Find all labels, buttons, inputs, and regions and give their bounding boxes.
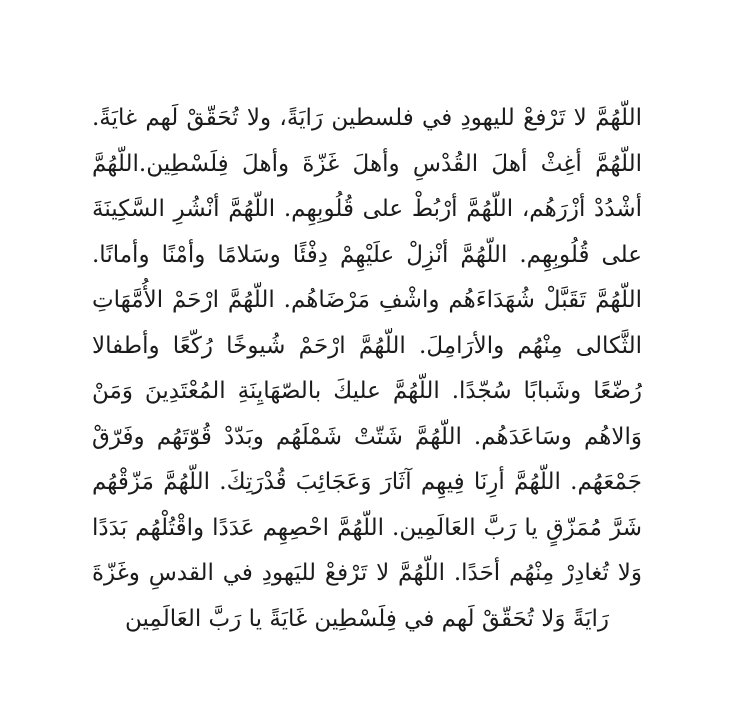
text-line-5: اللّهُمَّ تَقَبَّلْ شُهَدَاءَهُم واشْفِ مَرْضَاهُم. اللّهُمَّ ارْحَمْ الأُمَّهَاتِ	[92, 287, 642, 313]
text-line-10: شَرَّ مُمَزّقٍ يا رَبَّ العَالَمِين. اللّهُمَّ احْصِهِم عَدَدًا واقْتُلْهُم بَدَدًا	[92, 514, 642, 541]
text-line-8: وَالاهُم وسَاعَدَهُم. اللّهُمَّ شَتّتْ شَمْلَهُم وبَدّدْ قُوّتَهُم وفَرّقْ	[92, 423, 642, 450]
prayer-text-block	[92, 96, 642, 642]
text-line-11: وَلا تُغادِرْ مِنْهُم أحَدًا. اللّهُمَّ لا تَرْفعْ لليَهودِ في القدسِ وغَزّةَ	[92, 560, 642, 586]
text-line-3: أشْدُدْ أزْرَهُم، اللّهُمَّ أرْبُطْ على قُلُوبِهِم. اللّهُمَّ أنْشُرِ السَّكِينَةَ	[92, 196, 642, 222]
text-line-1: اللّهُمَّ لا تَرْفعْ لليهودِ في فلسطين رَايَةً، ولا تُحَقّقْ لَهم غايَةً.	[92, 105, 642, 131]
text-line-12: رَايَةً وَلا تُحَقّقْ لَهم في فِلَسْطِين غَايَةً يا رَبَّ العَالَمِين	[124, 605, 610, 632]
text-line-6: الثَّكالى مِنْهُم والأرَامِلَ. اللّهُمَّ ارْحَمْ شُيوخًا رُكّعًا وأطفالا	[92, 332, 642, 359]
text-line-2: اللّهُمَّ أغِثْ أهلَ القُدْسِ وأهلَ غَزّةَ وأهلَ فِلَسْطِين.اللّهُمَّ	[92, 150, 642, 177]
text-line-4: على قُلُوبِهِم. اللّهُمَّ أنْزِلْ علَيْهِمْ دِفْئًا وسَلامًا وأمْنًا وأمانًا.	[92, 241, 642, 268]
text-line-7: رُضّعًا وشَبابًا سُجّدًا. اللّهُمَّ عليكَ بالصّهَايِنَةِ المُعْتَدِينَ وَمَنْ	[92, 378, 642, 404]
text-line-9: جَمْعَهُم. اللّهُمَّ أرِنَا فِيهِم آثَارَ وَعَجَائِبَ قُدْرَتِكَ. اللّهُمَّ مَزّقْهُم	[92, 469, 642, 495]
